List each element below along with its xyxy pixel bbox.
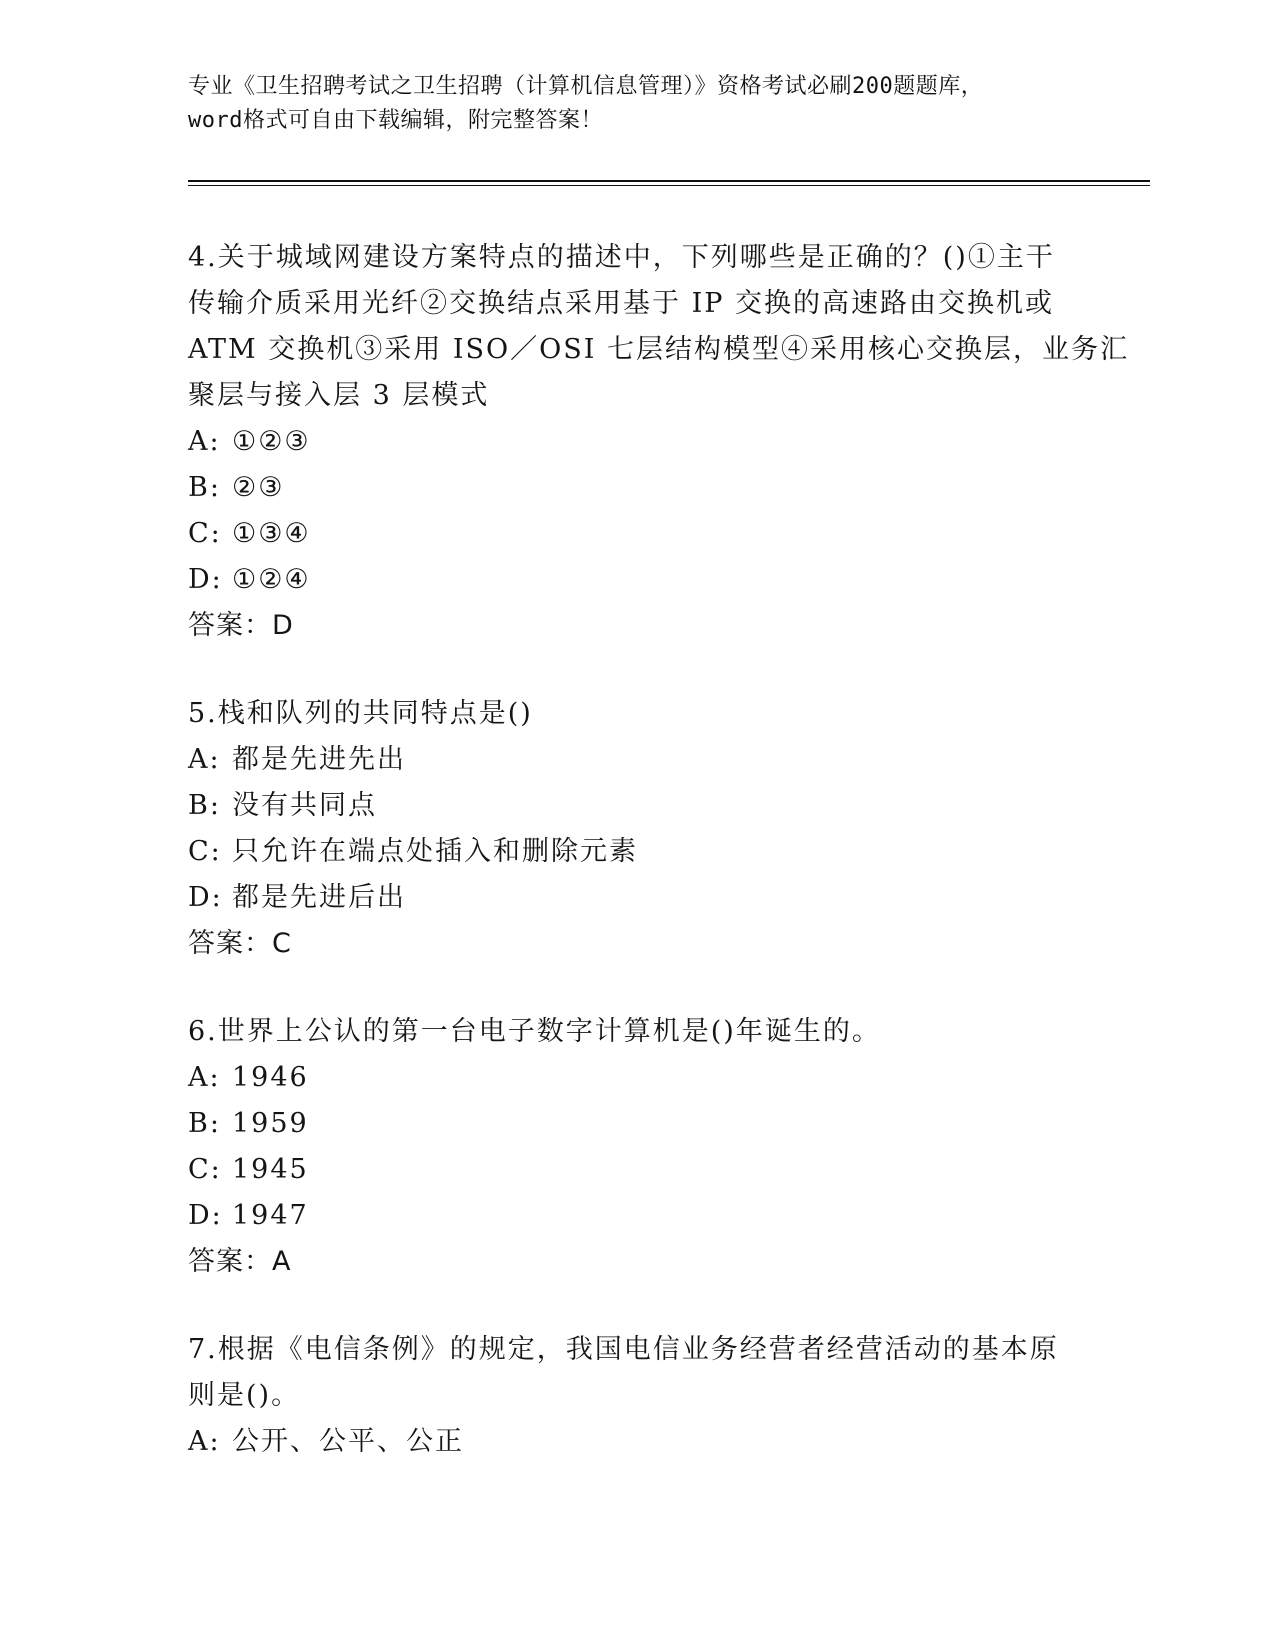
question-stem-line: 4.关于城域网建设方案特点的描述中，下列哪些是正确的？()①主干	[188, 242, 1055, 273]
document-header	[188, 70, 1068, 138]
question-4	[188, 235, 1130, 649]
option-d	[188, 557, 1088, 603]
answer-line: 答案：D	[188, 610, 294, 641]
option-c	[188, 1147, 1088, 1193]
option-text: ①②③	[232, 426, 311, 457]
option-c	[188, 511, 1088, 557]
question-6	[188, 1009, 1088, 1285]
question-stem-line: 5.栈和队列的共同特点是()	[188, 698, 533, 729]
option-text: ②③	[232, 472, 285, 503]
option-key: C:	[188, 1154, 222, 1185]
header-title-line-1: 专业《卫生招聘考试之卫生招聘（计算机信息管理）》资格考试必刷200题题库，	[188, 74, 984, 99]
option-text: 1945	[232, 1154, 309, 1185]
option-key: A:	[188, 426, 221, 457]
option-text: 公开、公平、公正	[232, 1426, 464, 1457]
option-text: 1947	[232, 1200, 309, 1231]
option-text: 都是先进后出	[232, 882, 406, 913]
header-divider-thick	[188, 180, 1150, 182]
option-key: D:	[188, 882, 223, 913]
question-stem-line: 传输介质采用光纤②交换结点采用基于 IP 交换的高速路由交换机或	[188, 288, 1054, 319]
question-stem-line: 则是()。	[188, 1380, 301, 1411]
question-stem-line: 6.世界上公认的第一台电子数字计算机是()年诞生的。	[188, 1016, 881, 1047]
option-key: B:	[188, 472, 221, 503]
option-key: D:	[188, 564, 223, 595]
question-stem-line: 7.根据《电信条例》的规定，我国电信业务经营者经营活动的基本原	[188, 1334, 1059, 1365]
option-key: A:	[188, 744, 221, 775]
question-stem-line: ATM 交换机③采用 ISO／OSI 七层结构模型④采用核心交换层，业务汇	[188, 334, 1130, 365]
answer-line: 答案：A	[188, 1246, 292, 1277]
option-d	[188, 1193, 1088, 1239]
option-text: 只允许在端点处插入和删除元素	[232, 836, 638, 867]
question-5	[188, 691, 1088, 967]
option-a	[188, 1055, 1088, 1101]
option-text: 1959	[232, 1108, 309, 1139]
option-b	[188, 465, 1088, 511]
option-c	[188, 829, 1088, 875]
option-text: 都是先进先出	[232, 744, 406, 775]
question-list	[188, 235, 1130, 1507]
option-d	[188, 875, 1088, 921]
answer-line: 答案：C	[188, 928, 292, 959]
option-a	[188, 419, 1088, 465]
option-a	[188, 737, 1088, 783]
option-text: 没有共同点	[232, 790, 377, 821]
option-key: C:	[188, 836, 222, 867]
header-title-line-2: word格式可自由下载编辑，附完整答案！	[188, 108, 603, 133]
option-text: ①②④	[232, 564, 311, 595]
option-text: 1946	[232, 1062, 309, 1093]
option-b	[188, 1101, 1088, 1147]
option-text: ①③④	[232, 518, 311, 549]
option-key: A:	[188, 1062, 221, 1093]
option-key: C:	[188, 518, 222, 549]
question-7	[188, 1327, 1088, 1465]
option-key: A:	[188, 1426, 221, 1457]
header-divider-thin	[188, 185, 1150, 186]
option-key: D:	[188, 1200, 223, 1231]
option-b	[188, 783, 1088, 829]
option-key: B:	[188, 1108, 221, 1139]
question-stem-line: 聚层与接入层 3 层模式	[188, 380, 490, 411]
option-key: B:	[188, 790, 221, 821]
option-a	[188, 1419, 1088, 1465]
